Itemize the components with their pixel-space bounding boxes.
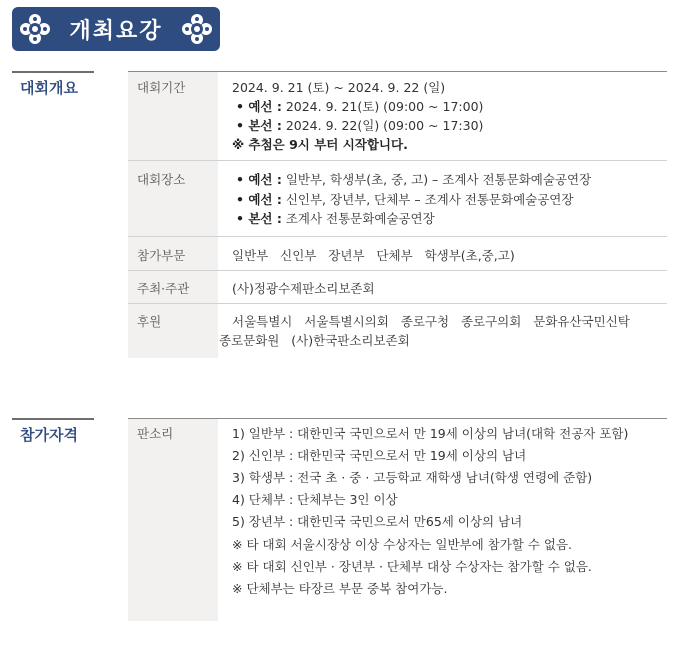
- venue-prelim-2: • 예선 : 신인부, 장년부, 단체부 – 조계사 전통문화예술공연장: [236, 192, 574, 207]
- row-divider: [128, 303, 667, 304]
- flower-emblem-icon: [180, 12, 214, 46]
- row-label-sponsor: 후원: [137, 314, 162, 329]
- period-prelim: • 예선 : 2024. 9. 21(토) (09:00 ~ 17:00): [236, 99, 484, 114]
- divisions-text: 일반부 신인부 장년부 단체부 학생부(초,중,고): [232, 248, 515, 263]
- period-note: ※ 추첨은 9시 부터 시작합니다.: [232, 137, 408, 152]
- section-title-overview: 대회개요: [20, 79, 78, 97]
- row-label-venue: 대회장소: [137, 172, 186, 187]
- venue-prelim-1: • 예선 : 일반부, 학생부(초, 중, 고) – 조계사 전통문화예술공연장: [236, 172, 592, 187]
- row-label-host: 주최·주관: [137, 281, 190, 296]
- period-final: • 본선 : 2024. 9. 22(일) (09:00 ~ 17:30): [236, 118, 484, 133]
- eligibility-line: 3) 학생부 : 전국 초 · 중 · 고등학교 재학생 남녀(학생 연령에 준함): [232, 470, 593, 485]
- row-label-pansori: 판소리: [137, 426, 174, 441]
- eligibility-line: 4) 단체부 : 단체부는 3인 이상: [232, 492, 398, 507]
- sponsor-line-1: 서울특별시 서울특별시의회 종로구청 종로구의회 문화유산국민신탁: [232, 314, 630, 329]
- section-title-eligibility: 참가자격: [20, 426, 78, 444]
- row-label-divisions: 참가부문: [137, 248, 186, 263]
- eligibility-line: 5) 장년부 : 대한민국 국민으로서 만65세 이상의 남녀: [232, 514, 523, 529]
- eligibility-note: ※ 단체부는 타장르 부문 중복 참여가능.: [232, 581, 448, 596]
- header-banner: [12, 7, 220, 51]
- section-divider: [12, 418, 94, 420]
- period-dates: 2024. 9. 21 (토) ~ 2024. 9. 22 (일): [232, 80, 446, 95]
- section-divider: [12, 71, 94, 73]
- row-divider: [128, 270, 667, 271]
- page-title: 개최요강: [69, 19, 163, 44]
- eligibility-note: ※ 타 대회 신인부 · 장년부 · 단체부 대상 수상자는 참가할 수 없음.: [232, 559, 592, 574]
- eligibility-line: 2) 신인부 : 대한민국 국민으로서 만 19세 이상의 남녀: [232, 448, 527, 463]
- host-text: (사)정광수제판소리보존회: [232, 281, 375, 296]
- row-label-period: 대회기간: [137, 80, 186, 95]
- venue-final: • 본선 : 조계사 전통문화예술공연장: [236, 211, 435, 226]
- sponsor-line-2: 종로문화원 (사)한국판소리보존회: [219, 333, 410, 348]
- row-divider: [128, 236, 667, 237]
- row-divider: [128, 160, 667, 161]
- label-column-bg: [128, 419, 218, 621]
- eligibility-line: 1) 일반부 : 대한민국 국민으로서 만 19세 이상의 남녀(대학 전공자 포함): [232, 426, 629, 441]
- eligibility-note: ※ 타 대회 서울시장상 이상 수상자는 일반부에 참가할 수 없음.: [232, 537, 573, 552]
